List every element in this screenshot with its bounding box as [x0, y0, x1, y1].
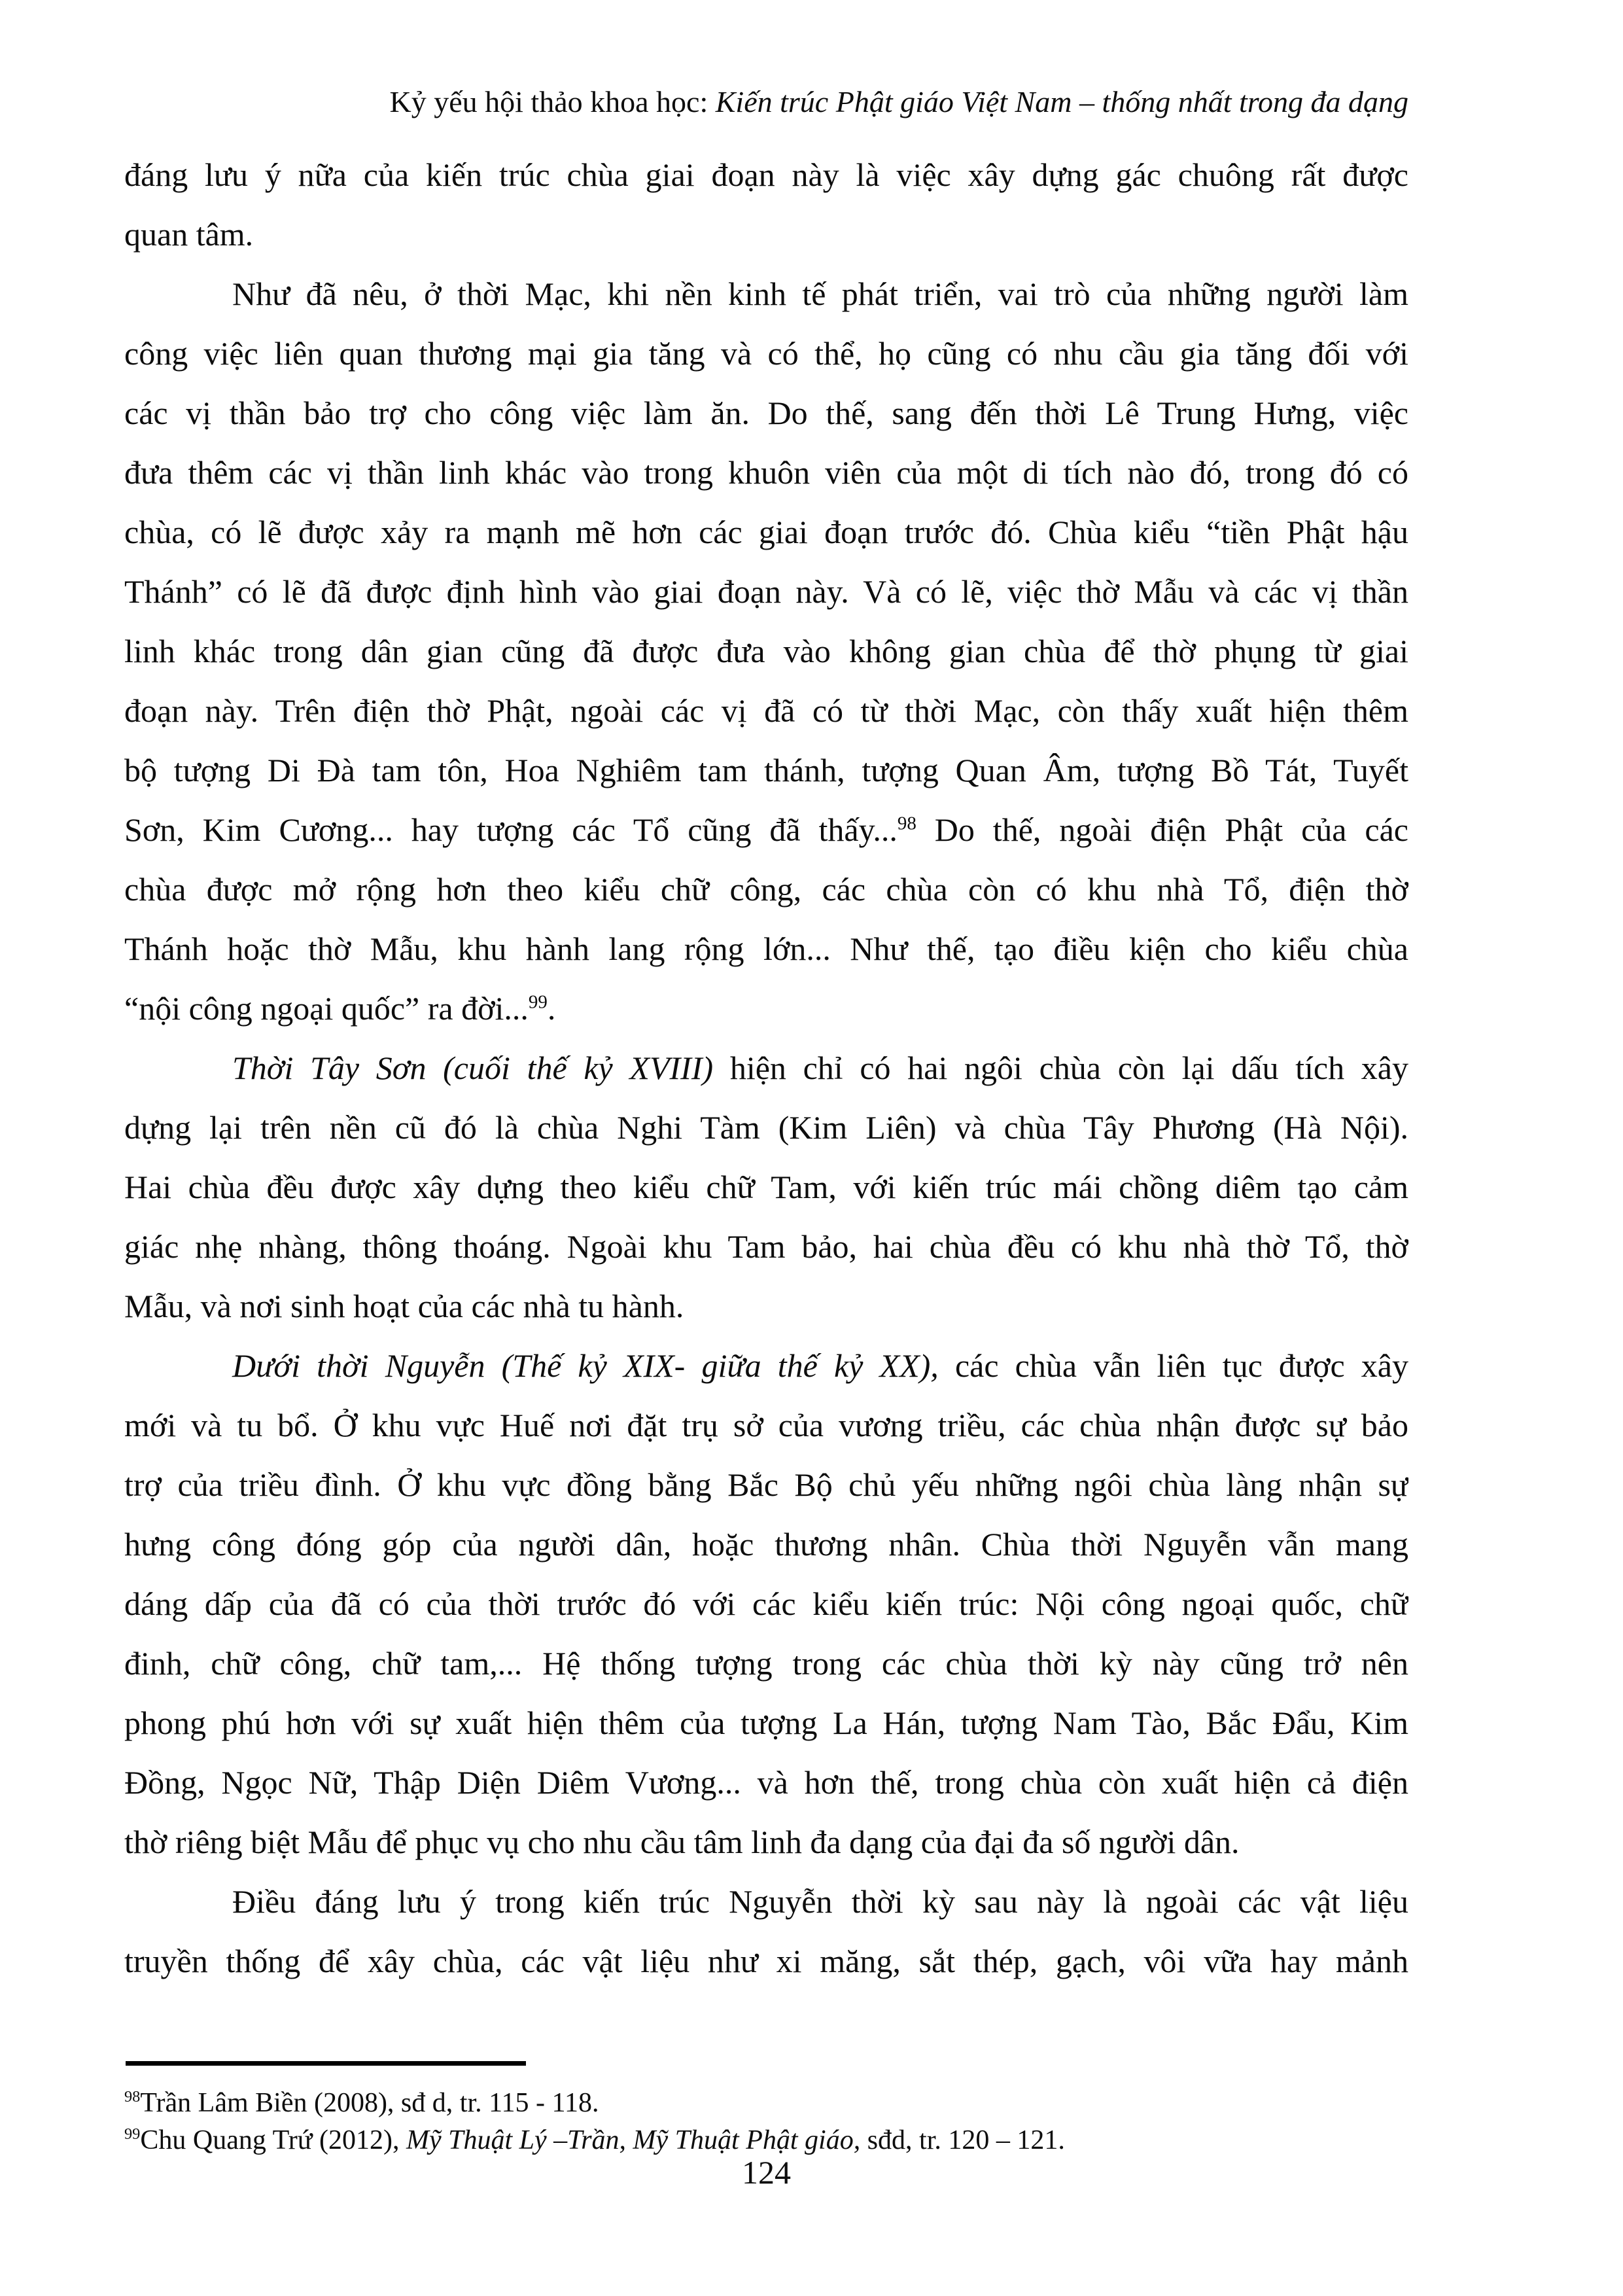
header-prefix: Kỷ yếu hội thảo khoa học: [389, 85, 716, 118]
text-line [124, 503, 1408, 562]
text-run: Dưới thời Nguyễn (Thế kỷ XIX- giữa thế kỷ XX), [232, 1347, 955, 1384]
text-run: đáng lưu ý nữa của kiến trúc chùa giai đoạn này là việc xây dựng gác chuông rất được [124, 156, 1408, 193]
text-run: Điều đáng lưu ý trong kiến trúc Nguyễn thời kỳ sau này là ngoài các vật liệu [232, 1883, 1408, 1920]
text-line [124, 622, 1408, 681]
text-line [124, 1217, 1408, 1277]
running-header [124, 82, 1408, 122]
text-run: Thánh hoặc thờ Mẫu, khu hành lang rộng lớn... Như thế, tạo điều kiện cho kiểu chùa [124, 930, 1408, 967]
text-line [124, 1753, 1408, 1812]
text-line [124, 1157, 1408, 1217]
text-line [124, 860, 1408, 919]
text-run: dựng lại trên nền cũ đó là chùa Nghi Tàm (Kim Liên) và chùa Tây Phương (Hà Nội). [124, 1109, 1408, 1146]
text-line [124, 562, 1408, 622]
footnote-marker: 98 [124, 2088, 141, 2106]
text-run: mới và tu bổ. Ở khu vực Huế nơi đặt trụ sở của vương triều, các chùa nhận được sự bảo [124, 1407, 1408, 1443]
page-number: 124 [742, 2154, 791, 2191]
text-run: các chùa vẫn liên tục được xây [954, 1347, 1408, 1384]
text-line [124, 741, 1408, 800]
text-line [124, 383, 1408, 443]
text-run: đoạn này. Trên điện thờ Phật, ngoài các vị đã có từ thời Mạc, còn thấy xuất hiện thêm [124, 692, 1408, 729]
text-line [124, 1336, 1408, 1396]
text-run: bộ tượng Di Đà tam tôn, Hoa Nghiêm tam thánh, tượng Quan Âm, tượng Bồ Tát, Tuyết [124, 752, 1408, 788]
text-run: hiện chỉ có hai ngôi chùa còn lại dấu tích xây [729, 1050, 1408, 1086]
text-run: “nội công ngoại quốc” ra đời... [124, 990, 529, 1027]
text-run: sđd, tr. 120 – 121. [860, 2125, 1065, 2155]
text-line [124, 145, 1408, 205]
text-line [124, 1277, 1408, 1336]
text-run: Hai chùa đều được xây dựng theo kiểu chữ Tam, với kiến trúc mái chồng diêm tạo cảm [124, 1169, 1408, 1205]
text-line [124, 443, 1408, 503]
text-run: Trần Lâm Biền (2008), sđ d, tr. 115 - 118. [140, 2088, 599, 2118]
text-run: chùa, có lẽ được xảy ra mạnh mẽ hơn các giai đoạn trước đó. Chùa kiểu “tiền Phật hậu [124, 514, 1408, 550]
text-run: linh khác trong dân gian cũng đã được đưa vào không gian chùa để thờ phụng từ giai [124, 633, 1408, 669]
text-run: đưa thêm các vị thần linh khác vào trong khuôn viên của một di tích nào đó, trong đó có [124, 454, 1408, 491]
body-text [124, 145, 1408, 1991]
text-line [124, 1693, 1408, 1753]
text-run: trợ của triều đình. Ở khu vực đồng bằng Bắc Bộ chủ yếu những ngôi chùa làng nhận sự [124, 1466, 1408, 1503]
text-run: . [547, 990, 556, 1027]
text-run: phong phú hơn với sự xuất hiện thêm của tượng La Hán, tượng Nam Tào, Bắc Đẩu, Kim [124, 1704, 1408, 1741]
footnote-separator [126, 2061, 526, 2066]
text-line [124, 919, 1408, 979]
text-line [124, 1634, 1408, 1693]
text-run: chùa được mở rộng hơn theo kiểu chữ công, các chùa còn có khu nhà Tổ, điện thờ [124, 871, 1408, 908]
text-line [124, 1038, 1408, 1098]
text-line [124, 1098, 1408, 1157]
text-line [124, 1812, 1408, 1872]
header-title: Kiến trúc Phật giáo Việt Nam – thống nhất trong đa dạng [715, 85, 1408, 118]
footnote [124, 2085, 1408, 2122]
text-run: Thánh” có lẽ đã được định hình vào giai đoạn này. Và có lẽ, việc thờ Mẫu và các vị thần [124, 573, 1408, 610]
text-run: Như đã nêu, ở thời Mạc, khi nền kinh tế phát triển, vai trò của những người làm [232, 275, 1408, 312]
text-line [124, 205, 1408, 264]
text-run: hưng công đóng góp của người dân, hoặc thương nhân. Chùa thời Nguyễn vẫn mang [124, 1526, 1408, 1563]
text-line [124, 979, 1408, 1038]
text-line [124, 324, 1408, 383]
text-run: các vị thần bảo trợ cho công việc làm ăn. Do thế, sang đến thời Lê Trung Hưng, việc [124, 395, 1408, 431]
text-run: Thời Tây Sơn (cuối thế kỷ XVIII) [232, 1050, 730, 1086]
text-line [124, 1515, 1408, 1574]
text-line [124, 1455, 1408, 1515]
text-run: giác nhẹ nhàng, thông thoáng. Ngoài khu Tam bảo, hai chùa đều có khu nhà thờ Tổ, thờ [124, 1228, 1408, 1265]
text-line [124, 1932, 1408, 1991]
text-line [124, 1396, 1408, 1455]
text-run: Mẫu, và nơi sinh hoạt của các nhà tu hành. [124, 1288, 684, 1324]
footnotes [124, 2085, 1408, 2159]
text-run: thờ riêng biệt Mẫu để phục vụ cho nhu cầu tâm linh đa dạng của đại đa số người dân. [124, 1824, 1240, 1860]
footnote-marker: 99 [124, 2125, 141, 2143]
text-line [124, 800, 1408, 860]
footnote-ref: 98 [897, 813, 916, 834]
text-run: Chu Quang Trứ (2012), [140, 2125, 406, 2155]
footnote-ref: 99 [528, 991, 548, 1013]
text-run: công việc liên quan thương mại gia tăng và có thể, họ cũng có nhu cầu gia tăng đối với [124, 335, 1408, 372]
text-run: truyền thống để xây chùa, các vật liệu như xi măng, sắt thép, gạch, vôi vữa hay mảnh [124, 1943, 1408, 1979]
text-run: Mỹ Thuật Lý –Trần, Mỹ Thuật Phật giáo, [406, 2125, 861, 2155]
text-line [124, 681, 1408, 741]
text-run: Sơn, Kim Cương... hay tượng các Tổ cũng đã thấy... [124, 811, 898, 848]
text-run: dáng dấp của đã có của thời trước đó với các kiểu kiến trúc: Nội công ngoại quốc, chữ [124, 1585, 1408, 1622]
text-run: Đồng, Ngọc Nữ, Thập Diện Diêm Vương... và hơn thế, trong chùa còn xuất hiện cả điện [124, 1764, 1408, 1801]
text-line [124, 1574, 1408, 1634]
text-run: quan tâm. [124, 216, 254, 253]
text-run: Do thế, ngoài điện Phật của các [916, 811, 1408, 848]
text-line [124, 1872, 1408, 1932]
text-line [124, 264, 1408, 324]
text-run: đinh, chữ công, chữ tam,... Hệ thống tượng trong các chùa thời kỳ này cũng trở nên [124, 1645, 1408, 1682]
